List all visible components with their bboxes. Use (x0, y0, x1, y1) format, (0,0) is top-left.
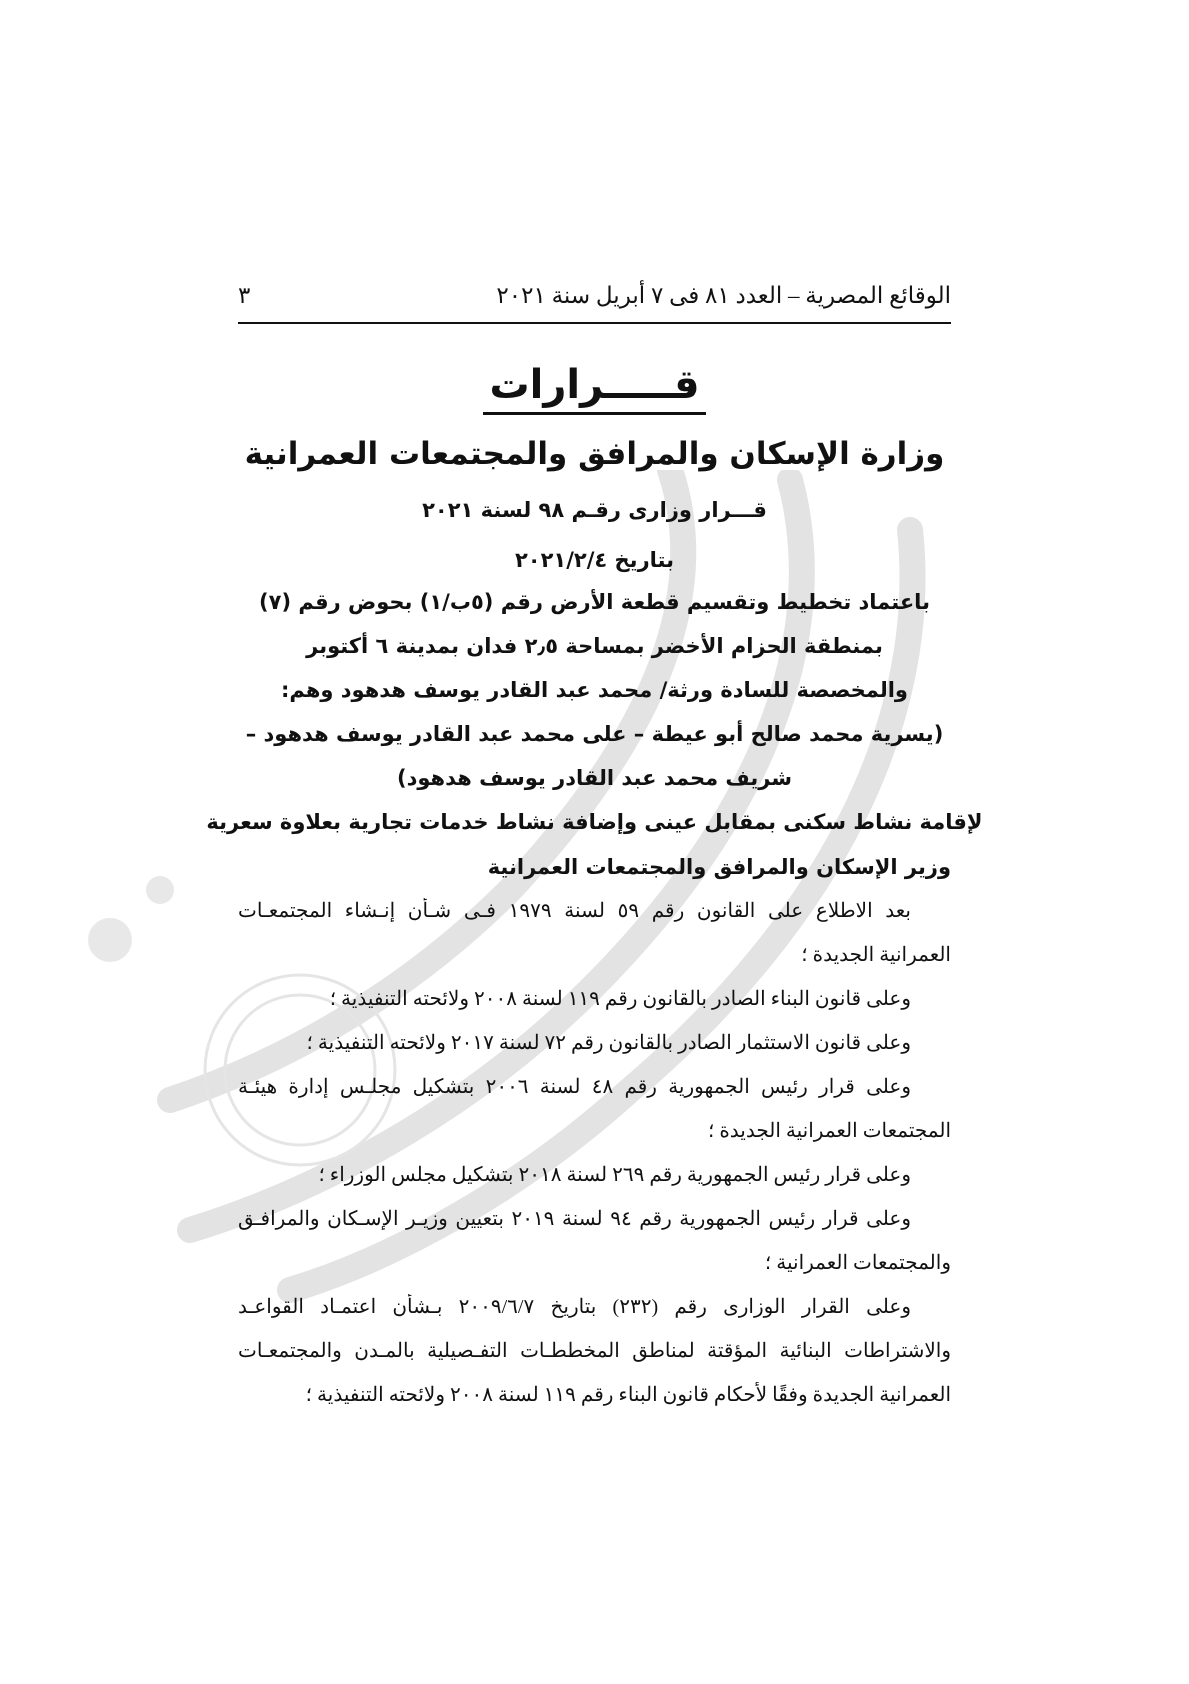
minister-title: وزير الإسكان والمرافق والمجتمعات العمرانية (487, 855, 951, 879)
decree-subject-line: بمنطقة الحزام الأخضر بمساحة ٢٫٥ فدان بمدينة ٦ أكتوبر (306, 634, 883, 658)
body-line: وعلى قانون البناء الصادر بالقانون رقم ١١٩ لسنة ٢٠٠٨ ولائحته التنفيذية ؛ (329, 988, 911, 1010)
section-title-text: قـــــرارات (483, 362, 705, 415)
body-line: وعلى قانون الاستثمار الصادر بالقانون رقم ٧٢ لسنة ٢٠١٧ ولائحته التنفيذية ؛ (306, 1032, 911, 1054)
page-header (238, 276, 951, 316)
body-line: المجتمعات العمرانية الجديدة ؛ (707, 1120, 951, 1142)
decree-subject-line: شريف محمد عبد القادر يوسف هدهود) (396, 766, 792, 790)
decree-subject-line: والمخصصة للسادة ورثة/ محمد عبد القادر يوسف هدهود وهم: (280, 678, 908, 702)
body-line: وعلى القرار الوزارى رقم (٢٣٢) بتاريخ ٢٠٠٩/٦/٧ بـشأن اعتمـاد القواعـد (238, 1296, 911, 1318)
body-line: بعد الاطلاع على القانون رقم ٥٩ لسنة ١٩٧٩ فـى شـأن إنـشاء المجتمعـات (238, 900, 911, 922)
decree-title: قـــرار وزارى رقـم ٩٨ لسنة ٢٠٢١ (422, 498, 767, 522)
decree-subject-line: باعتماد تخطيط وتقسيم قطعة الأرض رقم (٥ب/١) بحوض رقم (٧) (259, 590, 930, 614)
body-line: العمرانية الجديدة ؛ (801, 944, 951, 966)
decree-date: بتاريخ ٢٠٢١/٢/٤ (514, 548, 674, 572)
header-divider (238, 322, 951, 324)
body-line: وعلى قرار رئيس الجمهورية رقم ٤٨ لسنة ٢٠٠٦ بتشكيل مجلـس إدارة هيئـة (238, 1076, 911, 1098)
body-line: وعلى قرار رئيس الجمهورية رقم ٢٦٩ لسنة ٢٠١٨ بتشكيل مجلس الوزراء ؛ (318, 1164, 911, 1186)
section-title (0, 362, 1189, 415)
body-line: والمجتمعات العمرانية ؛ (764, 1252, 951, 1274)
body-line: العمرانية الجديدة وفقًا لأحكام قانون البناء رقم ١١٩ لسنة ٢٠٠٨ ولائحته التنفيذية ؛ (305, 1384, 951, 1406)
header-title: الوقائع المصرية – العدد ٨١ فى ٧ أبريل سنة ٢٠٢١ (496, 283, 951, 308)
page-number: ٣ (238, 283, 251, 308)
decree-subject-line: لإقامة نشاط سكنى بمقابل عينى وإضافة نشاط خدمات تجارية بعلاوة سعرية (206, 810, 983, 834)
body-line: والاشتراطات البنائية المؤقتة لمناطق المخططـات التفـصيلية بالمـدن والمجتمعـات (238, 1340, 951, 1362)
body-line: وعلى قرار رئيس الجمهورية رقم ٩٤ لسنة ٢٠١٩ بتعيين وزيـر الإسـكان والمرافـق (238, 1208, 911, 1230)
decree-subject-line: (يسرية محمد صالح أبو عيطة – على محمد عبد القادر يوسف هدهود – (245, 722, 944, 746)
ministry-name: وزارة الإسكان والمرافق والمجتمعات العمرانية (244, 436, 945, 472)
